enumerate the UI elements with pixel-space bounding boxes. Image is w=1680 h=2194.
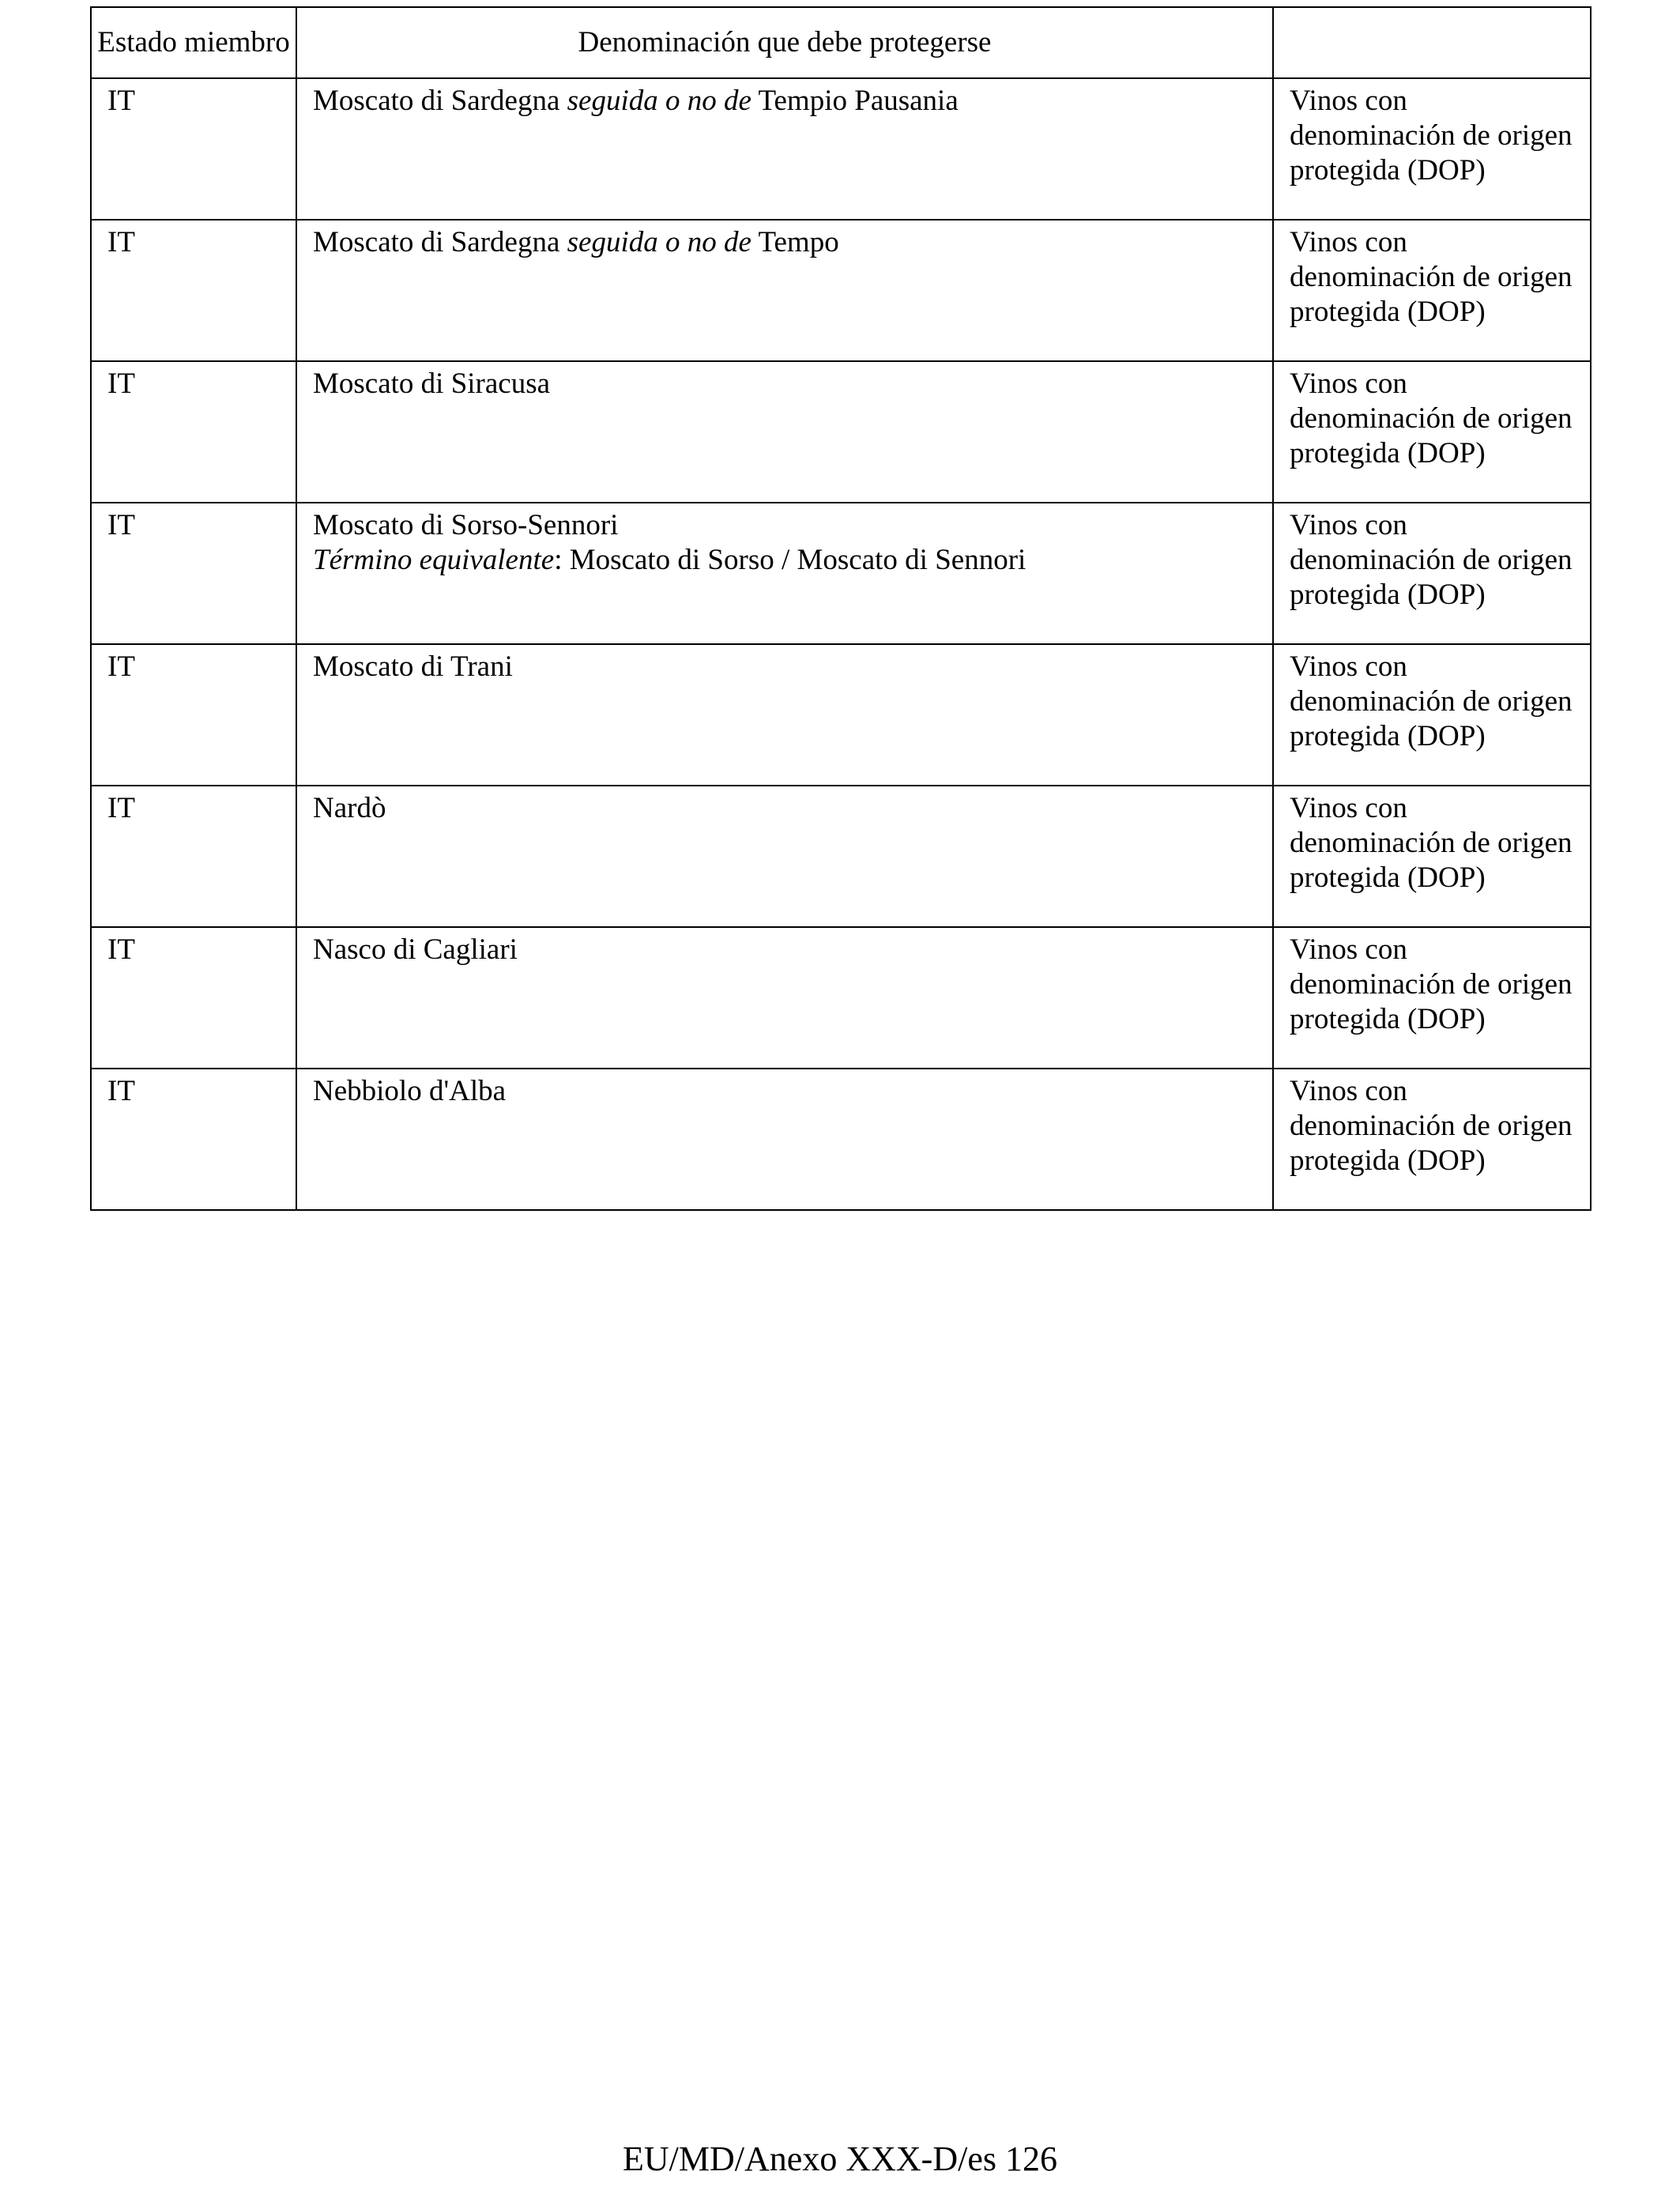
header-denomination: Denominación que debe protegerse bbox=[296, 7, 1273, 78]
denomination-name bbox=[313, 1074, 1256, 1109]
denomination-cell bbox=[296, 220, 1273, 361]
denomination-name bbox=[313, 791, 1256, 826]
table-header-row bbox=[91, 7, 1591, 78]
member-state-cell: IT bbox=[91, 786, 296, 927]
denomination-name bbox=[313, 650, 1256, 684]
denominations-table bbox=[90, 6, 1591, 1211]
denomination-text: Moscato di Sardegna bbox=[313, 85, 567, 117]
protection-type-cell: Vinos con denominación de origen protegida (DOP) bbox=[1273, 78, 1591, 220]
denomination-name bbox=[313, 367, 1256, 401]
table-row bbox=[91, 503, 1591, 644]
member-state-cell: IT bbox=[91, 220, 296, 361]
denomination-qualifier: seguida o no de bbox=[567, 226, 751, 258]
denomination-text: Tempo bbox=[751, 226, 839, 258]
denomination-name bbox=[313, 508, 1256, 543]
protection-type-cell: Vinos con denominación de origen protegida (DOP) bbox=[1273, 927, 1591, 1069]
protection-type-cell: Vinos con denominación de origen protegida (DOP) bbox=[1273, 786, 1591, 927]
table-row bbox=[91, 786, 1591, 927]
denomination-name bbox=[313, 84, 1256, 119]
table-row bbox=[91, 927, 1591, 1069]
protection-type-cell: Vinos con denominación de origen protegida (DOP) bbox=[1273, 644, 1591, 786]
table-row bbox=[91, 220, 1591, 361]
denomination-cell bbox=[296, 78, 1273, 220]
denomination-text: Nardò bbox=[313, 792, 386, 824]
denomination-text: Nasco di Cagliari bbox=[313, 933, 518, 966]
denomination-text: Tempio Pausania bbox=[751, 85, 959, 117]
member-state-cell: IT bbox=[91, 503, 296, 644]
protection-type-cell: Vinos con denominación de origen protegida (DOP) bbox=[1273, 361, 1591, 503]
header-member-state: Estado miembro bbox=[91, 7, 296, 78]
protection-type-cell: Vinos con denominación de origen protegida (DOP) bbox=[1273, 220, 1591, 361]
equivalent-term-label: Término equivalente bbox=[313, 544, 555, 576]
denomination-name bbox=[313, 225, 1256, 260]
table-row bbox=[91, 361, 1591, 503]
denomination-qualifier: seguida o no de bbox=[567, 85, 751, 117]
equivalent-term-text: : Moscato di Sorso / Moscato di Sennori bbox=[554, 544, 1026, 576]
member-state-cell: IT bbox=[91, 78, 296, 220]
page-footer: EU/MD/Anexo XXX-D/es 126 bbox=[623, 2139, 1057, 2178]
denomination-text: Moscato di Sorso-Sennori bbox=[313, 509, 619, 541]
member-state-cell: IT bbox=[91, 361, 296, 503]
denomination-cell bbox=[296, 644, 1273, 786]
header-type bbox=[1273, 7, 1591, 78]
denomination-text: Moscato di Trani bbox=[313, 650, 513, 683]
denomination-name bbox=[313, 933, 1256, 967]
denomination-text: Nebbiolo d'Alba bbox=[313, 1075, 507, 1107]
denomination-cell bbox=[296, 1069, 1273, 1210]
denomination-text: Moscato di Sardegna bbox=[313, 226, 567, 258]
table-row bbox=[91, 78, 1591, 220]
denomination-cell bbox=[296, 786, 1273, 927]
member-state-cell: IT bbox=[91, 927, 296, 1069]
equivalent-term bbox=[313, 543, 1256, 578]
protection-type-cell: Vinos con denominación de origen protegida (DOP) bbox=[1273, 503, 1591, 644]
denomination-cell bbox=[296, 503, 1273, 644]
protection-type-cell: Vinos con denominación de origen protegida (DOP) bbox=[1273, 1069, 1591, 1210]
table-row bbox=[91, 1069, 1591, 1210]
table-body bbox=[91, 78, 1591, 1210]
member-state-cell: IT bbox=[91, 644, 296, 786]
denomination-cell bbox=[296, 927, 1273, 1069]
table-row bbox=[91, 644, 1591, 786]
denomination-text: Moscato di Siracusa bbox=[313, 368, 551, 400]
denomination-cell bbox=[296, 361, 1273, 503]
member-state-cell: IT bbox=[91, 1069, 296, 1210]
